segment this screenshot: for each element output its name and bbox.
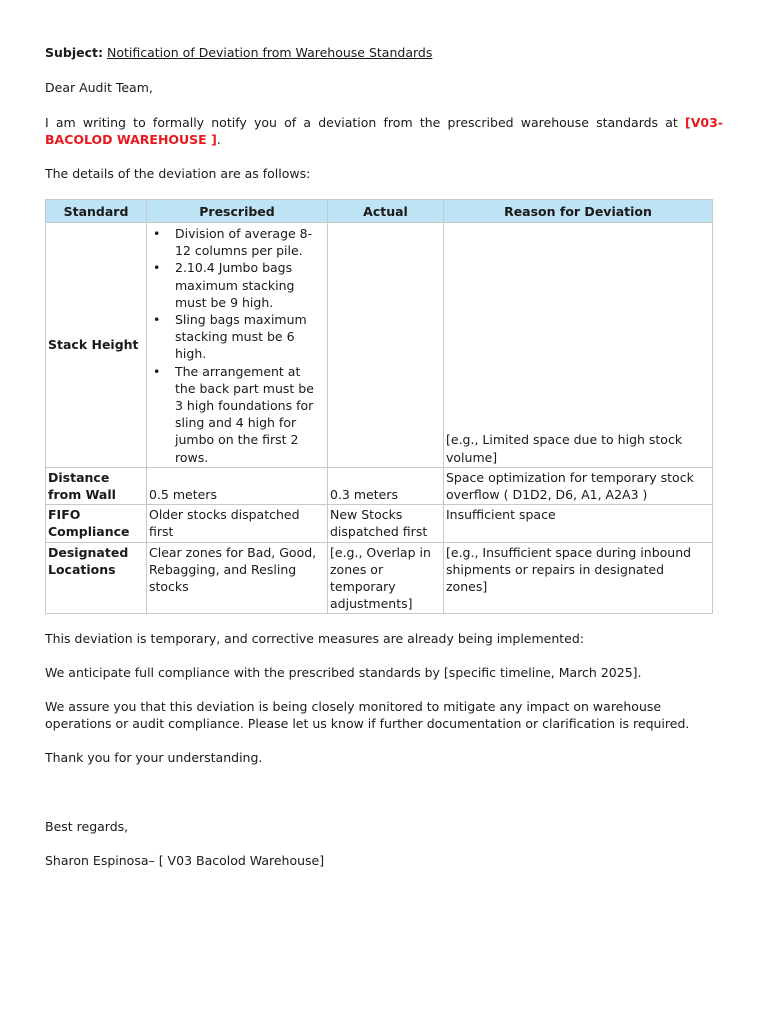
prescribed-list [149,225,324,466]
cell-standard: FIFO Compliance [46,505,147,542]
temporary-note: This deviation is temporary, and corrective measures are already being implemented: [45,631,585,647]
deviation-table [45,199,713,614]
intro-text: I am writing to formally notify you of a deviation from the prescribed warehouse standards at [45,115,686,130]
subject-text: Notification of Deviation from Warehouse Standards [106,45,433,60]
table-row [46,223,713,468]
cell-prescribed [147,223,328,468]
table-row [46,542,713,614]
cell-actual: 0.3 meters [328,467,444,504]
cell-standard: Designated Locations [46,542,147,614]
table-row [46,505,713,542]
warehouse-name: [V03-BACOLOD WAREHOUSE ] [45,115,723,147]
salutation: Dear Audit Team, [45,80,153,95]
cell-reason: [e.g., Insufficient space during inbound shipments or repairs in designated zones] [444,542,713,614]
cell-prescribed: Older stocks dispatched first [147,505,328,542]
header-actual: Actual [328,200,444,223]
list-item: • 2.10.4 Jumbo bags maximum stacking must be 9 high. [175,259,324,311]
cell-reason: [e.g., Limited space due to high stock volume] [444,223,713,468]
cell-reason: Space optimization for temporary stock overflow ( D1D2, D6, A1, A2A3 ) [444,467,713,504]
header-prescribed: Prescribed [147,200,328,223]
list-item: • The arrangement at the back part must be 3 high foundations for sling and 4 high for jumbo on the first 2 rows. [175,363,324,466]
intro-paragraph [45,114,723,148]
cell-actual: [e.g., Overlap in zones or temporary adjustments] [328,542,444,614]
cell-standard: Stack Height [46,223,147,468]
subject-line [45,44,725,61]
signature-line: Sharon Espinosa– [ V03 Bacolod Warehouse] [45,853,325,869]
header-reason: Reason for Deviation [444,200,713,223]
table-row [46,467,713,504]
list-item: • Division of average 8-12 columns per pile. [175,225,324,259]
cell-prescribed: 0.5 meters [147,467,328,504]
cell-standard: Distance from Wall [46,467,147,504]
closing-line: Best regards, [45,819,129,835]
details-intro: The details of the deviation are as follows: [45,166,311,181]
intro-end: . [216,132,221,147]
header-standard: Standard [46,200,147,223]
list-item: • Sling bags maximum stacking must be 6 high. [175,311,324,363]
monitoring-note: We assure you that this deviation is being closely monitored to mitigate any impact on warehouse operations or audit compliance. Please let us know if further documentation or clarification is required. [45,699,690,732]
letter-page [45,44,725,869]
compliance-note: We anticipate full compliance with the prescribed standards by [specific timeline, March 2025]. [45,665,642,681]
table-header-row [46,200,713,223]
cell-prescribed: Clear zones for Bad, Good, Rebagging, and Resling stocks [147,542,328,614]
cell-actual: New Stocks dispatched first [328,505,444,542]
cell-actual [328,223,444,468]
thanks-line: Thank you for your understanding. [45,750,263,766]
subject-label: Subject: [45,45,103,60]
cell-reason: Insufficient space [444,505,713,542]
